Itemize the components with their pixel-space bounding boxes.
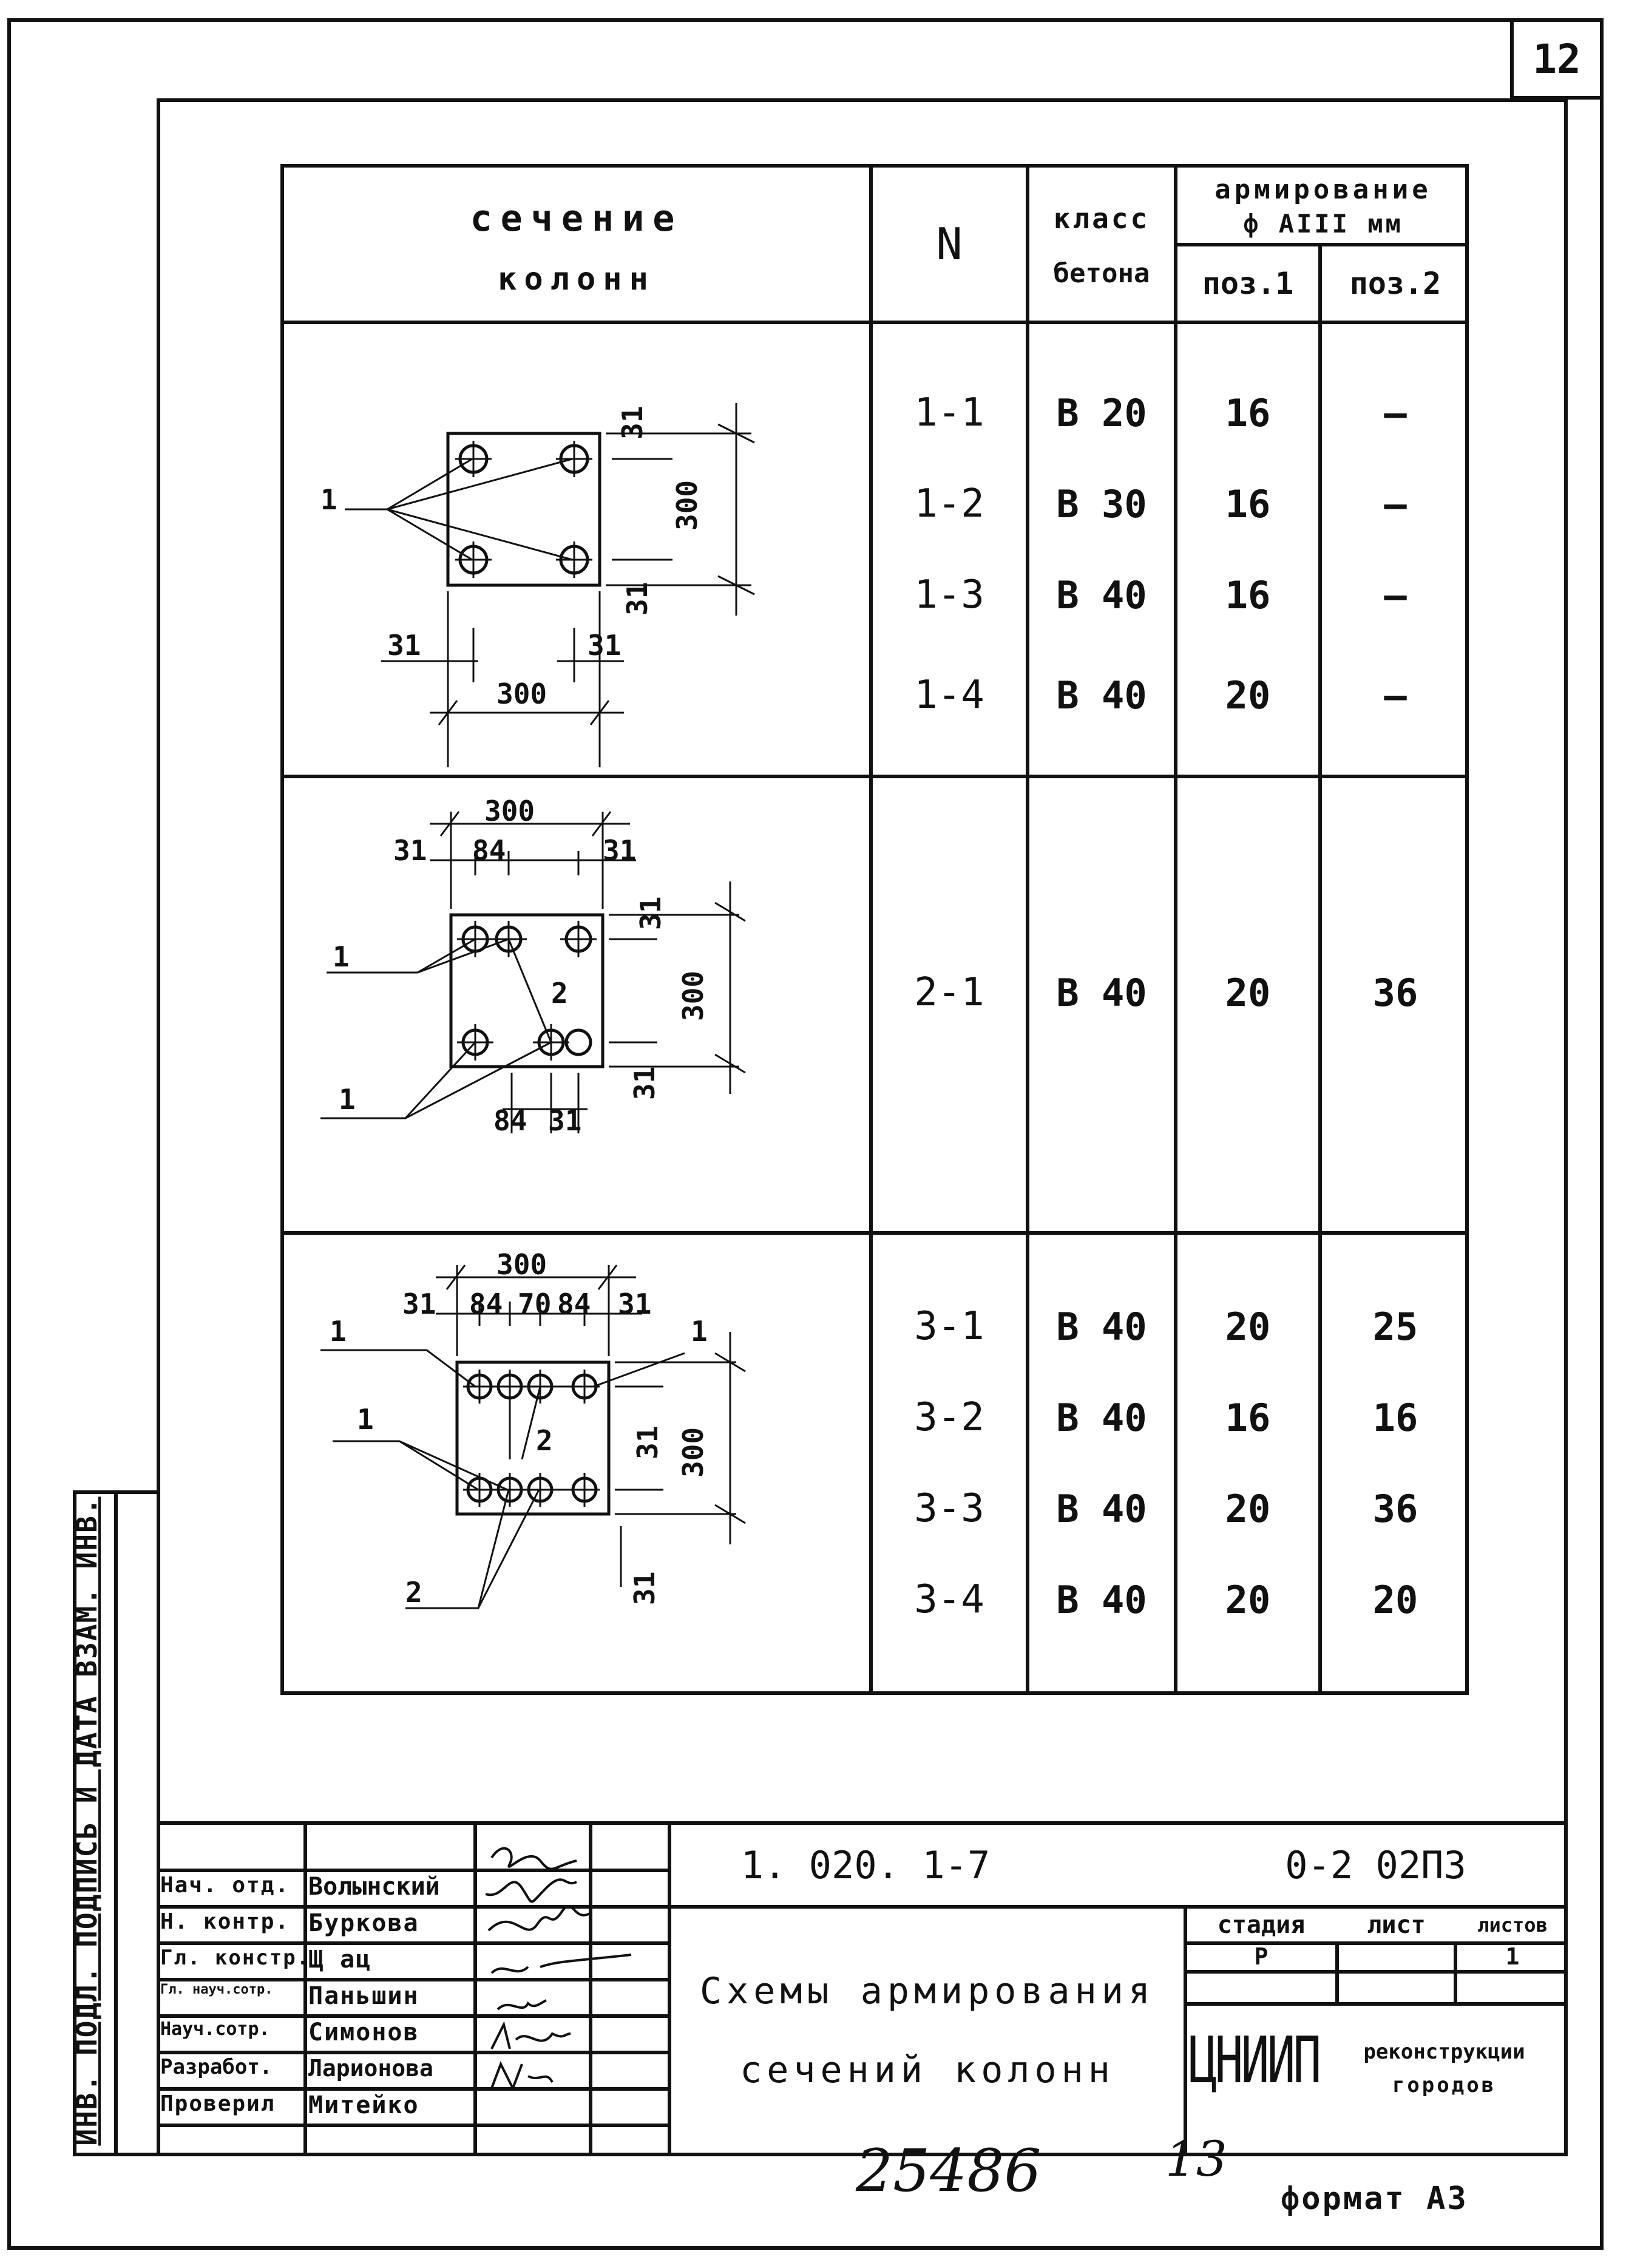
header-class-2: бетона	[1053, 257, 1150, 289]
row-pos1: 16	[1225, 1395, 1271, 1440]
row-number: 3-1	[914, 1304, 984, 1349]
row-number: 2-1	[914, 970, 984, 1015]
column-outline	[448, 433, 600, 585]
label-1: 1	[691, 1315, 708, 1348]
label-1: 1	[330, 1315, 347, 1348]
side-strip-text: ИНВ. ПОДЛ. ПОДПИСЬ И ДАТА ВЗАМ. ИНВ.	[70, 1496, 103, 2146]
row-class: В 40	[1056, 1577, 1147, 1622]
dim-31: 31	[616, 406, 649, 440]
row-pos2: –	[1384, 572, 1407, 617]
role-label: Гл. науч.сотр.	[160, 1982, 273, 1997]
side-strip-divider	[114, 1490, 118, 2156]
sheets-value: 1	[1505, 1943, 1520, 1970]
row-pos2: 25	[1372, 1304, 1418, 1349]
dim-31: 31	[631, 1425, 664, 1459]
leader-label: 1	[320, 483, 337, 516]
dim-300-vertical: 300	[677, 1427, 710, 1478]
dim-300-top: 300	[484, 795, 535, 827]
row-pos2: 20	[1372, 1577, 1418, 1622]
dim-300-vertical: 300	[671, 480, 703, 531]
row-number: 3-4	[914, 1577, 984, 1622]
header-reinforcement-2: ф АIII мм	[1243, 208, 1403, 239]
header-pos2: поз.2	[1349, 266, 1441, 301]
dim-31: 31	[393, 834, 427, 867]
row-pos1: 16	[1225, 390, 1271, 435]
handwritten-page: 13	[1165, 2131, 1227, 2187]
role-label: Науч.сотр.	[160, 2018, 270, 2040]
role-label: Нач. отд.	[160, 1873, 290, 1898]
row-number: 1-2	[914, 481, 984, 526]
row-pos1: 20	[1225, 1486, 1271, 1531]
dim-84: 84	[493, 1104, 527, 1137]
row-class: В 40	[1056, 1304, 1147, 1349]
title-grid-line	[1184, 1970, 1568, 1974]
dim-300-vertical: 300	[677, 970, 710, 1021]
row-number: 1-1	[914, 390, 984, 435]
role-label: Гл. констр.	[160, 1946, 311, 1970]
row-class: В 30	[1056, 481, 1147, 526]
org-name-line1: реконструкции	[1363, 2040, 1525, 2064]
dim-300-top: 300	[496, 1248, 547, 1281]
row-number: 1-4	[914, 673, 984, 718]
row-class: В 20	[1056, 390, 1147, 435]
sheet-label: лист	[1367, 1911, 1426, 1939]
name-value: Щ ац	[308, 1946, 372, 1974]
row-pos1: 20	[1225, 1304, 1271, 1349]
name-value: Волынский	[308, 1873, 440, 1901]
label-2: 2	[405, 1576, 422, 1609]
dim-31: 31	[628, 1571, 661, 1605]
row-class: В 40	[1056, 1486, 1147, 1531]
row-pos1: 20	[1225, 970, 1271, 1015]
dim-70: 70	[518, 1288, 552, 1320]
row-pos2: –	[1384, 390, 1407, 435]
header-section-2: колонн	[498, 261, 655, 297]
rebar-circle	[566, 1030, 591, 1054]
name-value: Митейко	[308, 2091, 419, 2119]
doc-code-2: 0-2 02ПЗ	[1285, 1842, 1466, 1887]
dim-31: 31	[621, 582, 654, 616]
role-label: Н. контр.	[160, 1909, 290, 1934]
header-reinforcement-1: армирование	[1214, 174, 1432, 205]
row-number: 1-3	[914, 572, 984, 617]
dim-31: 31	[402, 1288, 436, 1320]
row-pos1: 16	[1225, 572, 1271, 617]
section-drawing-3	[284, 1235, 869, 1691]
dim-31: 31	[588, 629, 622, 662]
row-pos2: 36	[1372, 1486, 1418, 1531]
name-value: Паньшин	[308, 1982, 419, 2010]
row-pos2: –	[1384, 481, 1407, 526]
org-name-line2: городов	[1392, 2073, 1497, 2097]
label-1: 1	[333, 940, 350, 973]
sheet-number: 12	[1533, 35, 1581, 83]
dim-84: 84	[472, 834, 506, 867]
row-number: 3-2	[914, 1395, 984, 1440]
signatures	[473, 1821, 668, 2156]
section-drawing-2	[284, 778, 869, 1231]
org-logo: ЦНИИП	[1188, 2024, 1319, 2098]
row-pos1: 16	[1225, 481, 1271, 526]
format-label: формат А3	[1281, 2181, 1468, 2217]
label-2: 2	[536, 1424, 553, 1457]
doc-title-line1: Схемы армирования	[699, 1970, 1156, 2012]
row-pos1: 20	[1225, 673, 1271, 718]
role-label: Разработ.	[160, 2055, 273, 2079]
row-class: В 40	[1056, 673, 1147, 718]
row-pos2: 16	[1372, 1395, 1418, 1440]
header-class-1: класс	[1053, 202, 1150, 235]
label-2: 2	[551, 977, 568, 1010]
dim-31: 31	[387, 629, 421, 662]
section-drawing-1	[284, 324, 869, 775]
role-label: Проверил	[160, 2091, 276, 2116]
name-value: Буркова	[308, 1909, 419, 1937]
dim-31: 31	[634, 896, 667, 930]
stage-value: Р	[1254, 1943, 1269, 1970]
dim-31: 31	[603, 834, 637, 867]
row-pos1: 20	[1225, 1577, 1271, 1622]
row-class: В 40	[1056, 970, 1147, 1015]
dim-31: 31	[628, 1066, 661, 1100]
header-pos1: поз.1	[1202, 266, 1294, 301]
row-pos2: 36	[1372, 970, 1418, 1015]
header-number: N	[936, 219, 963, 270]
row-pos2: –	[1384, 673, 1407, 718]
name-value: Симонов	[308, 2018, 419, 2046]
row-class: В 40	[1056, 1395, 1147, 1440]
label-1: 1	[339, 1083, 356, 1116]
sheets-label: листов	[1477, 1913, 1548, 1937]
header-section: сечение	[470, 197, 683, 240]
dim-300-horizontal: 300	[496, 677, 547, 710]
row-class: В 40	[1056, 572, 1147, 617]
doc-code: 1. 020. 1-7	[740, 1842, 991, 1887]
label-1: 1	[357, 1403, 374, 1436]
name-value: Ларионова	[308, 2055, 433, 2082]
dim-31: 31	[548, 1104, 582, 1137]
dim-84: 84	[557, 1288, 591, 1320]
dim-84: 84	[469, 1288, 503, 1320]
row-number: 3-3	[914, 1486, 984, 1531]
doc-title-line2: сечений колонн	[740, 2049, 1115, 2091]
dim-31: 31	[618, 1288, 652, 1320]
handwritten-number: 25486	[856, 2137, 1042, 2205]
stage-label: стадия	[1217, 1911, 1306, 1939]
